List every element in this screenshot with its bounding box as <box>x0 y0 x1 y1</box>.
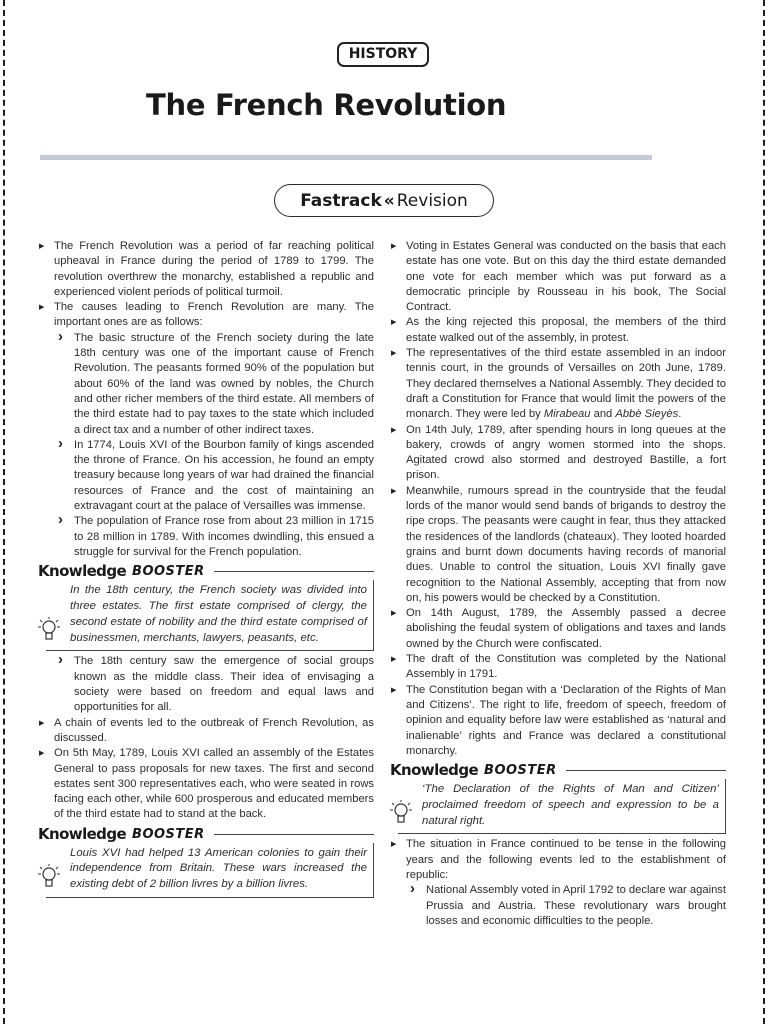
kb-text: ‘The Declaration of the Rights of Man and Citizen’ proclaimed freedom of speech and expression to be a natural right. <box>422 783 719 827</box>
kb-rule <box>214 571 374 572</box>
list-item: ▶ On 14th July, 1789, after spending hours in long queues at the bakery, crowds of angry women stormed into the shops. Agitated crowd also stormed and destroyed Bastille, a fort prison. <box>390 423 726 484</box>
kb-content-box <box>398 779 726 834</box>
sub-list-item: › The population of France rose from about 23 million in 1715 to 28 million in 1789. With incomes dwindling, this ensued a struggle for survival for the French population. <box>38 514 374 560</box>
list-item: ▶ Meanwhile, rumours spread in the countryside that the feudal lords of the manor would send bands of brigands to destroy the ripe crops. The peasants were caught in fear, thus they attacked the residences of the landlords (chateaux). They looted hoarded grains and burnt down documents having records of manorial dues. Unable to control the situation, Louis XVI finally gave recognition to the National Assembly, accepting that from now on, his powers would be checked by a Constitution. <box>390 484 726 606</box>
knowledge-booster-box <box>390 762 726 834</box>
kb-content-box <box>46 580 374 651</box>
kb-label: Knowledge <box>38 824 127 843</box>
kb-rule <box>214 834 374 835</box>
list-item: ▶ The representatives of the third estate assembled in an indoor tennis court, in the grounds of Versailles on 20th June, 1789. They declared themselves a National Assembly. They decided to draft a Constitution for France that would limit the powers of the monarch. They were led by Mirabeau and Abbè Sieyès. <box>390 346 726 422</box>
kb-text: In the 18th century, the French society was divided into three estates. The first estate comprised of clergy, the second estate of nobility and the third estate comprised of businessmen, merchants, lawyers, peasants, etc. <box>70 584 367 644</box>
name-sieyes: Abbè Sieyès <box>615 408 679 421</box>
kb-rule <box>566 770 726 771</box>
sub-list-item: › In 1774, Louis XVI of the Bourbon family of kings ascended the throne of France. On his accession, he found an empty treasury because long years of war had drained the financial resources of France and the cost of maintaining an extravagant court at the palace of Versailles was immense. <box>38 438 374 514</box>
fastrack-revision-badge <box>274 184 494 217</box>
list-item: ▶ As the king rejected this proposal, the members of the third estate walked out of the assembly, in protest. <box>390 315 726 346</box>
list-item: ▶ Voting in Estates General was conducted on the basis that each estate has one vote. But on this day the third estate demanded one vote for each member which was put forward as a democratic principle by Rousseau in his book, The Social Contract. <box>390 239 726 315</box>
lightbulb-icon <box>38 863 60 893</box>
knowledge-booster-box <box>38 826 374 898</box>
kb-content-box <box>46 843 374 898</box>
right-dashed-border <box>763 0 765 1024</box>
list-item: ▶ The situation in France continued to be tense in the following years and the following events led to the establishment of republic: <box>390 837 726 883</box>
kb-label: Knowledge <box>38 562 127 581</box>
title-rule <box>40 155 652 160</box>
sub-list-item: › The basic structure of the French society during the late 18th century was one of the important cause of French Revolution. The peasants formed 90% of the population but about 60% of the land was owned by nobles, the Church and other richer members of the third estate. All members of the third estate had to pay taxes to the state which included a direct tax and a number of other indirect taxes. <box>38 331 374 438</box>
kb-label-booster: BOOSTER <box>132 826 205 842</box>
right-column <box>390 239 726 929</box>
name-mirabeau: Mirabeau <box>543 408 591 421</box>
list-item: ▶ The draft of the Constitution was completed by the National Assembly in 1791. <box>390 652 726 683</box>
list-item-text: The representatives of the third estate assembled in an indoor tennis court, in the grounds of Versailles on 20th June, 1789. They declared themselves a National Assembly. They decided to draft a Constitution for France that would limit the powers of the monarch. They were led by <box>406 347 726 421</box>
left-column <box>38 239 374 901</box>
kb-label-booster: BOOSTER <box>132 564 205 580</box>
knowledge-booster-box <box>38 563 374 651</box>
kb-label-booster: BOOSTER <box>484 762 557 778</box>
list-item: ▶ A chain of events led to the outbreak of French Revolution, as discussed. <box>38 716 374 747</box>
left-dashed-border <box>3 0 5 1024</box>
fastrack-sub: Revision <box>396 190 468 211</box>
fastrack-mark: « <box>383 190 395 211</box>
lightbulb-icon <box>390 799 412 829</box>
page-title: The French Revolution <box>146 88 507 122</box>
list-item: ▶ On 14th August, 1789, the Assembly passed a decree abolishing the feudal system of obligations and taxes and lands owned by the Church were confiscated. <box>390 606 726 652</box>
sub-list-item: › National Assembly voted in April 1792 to declare war against Prussia and Austria. These revolutionary wars brought losses and economic difficulties to the people. <box>390 883 726 929</box>
sub-list-item: › The 18th century saw the emergence of social groups known as the middle class. Their idea of envisaging a society were based on freedom and equal laws and opportunities for all. <box>38 654 374 715</box>
list-item: ▶ On 5th May, 1789, Louis XVI called an assembly of the Estates General to pass proposals for new taxes. The first and second estates sent 300 representatives each, who were seated in rows facing each other, while 600 prosperous and educated members of the third estate had to stand at the back. <box>38 746 374 822</box>
kb-text: Louis XVI had helped 13 American colonies to gain their independence from Britain. These wars increased the existing debt of 2 billion livres by a billion livres. <box>70 846 367 891</box>
list-item: ▶ The Constitution began with a ‘Declaration of the Rights of Man and Citizens’. The right to life, freedom of speech, freedom of opinion and equality before law were established as ‘natural and inalienable’ rights and France was declared a constitutional monarchy. <box>390 683 726 759</box>
section-label: HISTORY <box>337 42 429 67</box>
fastrack-brand: Fastrack <box>300 190 382 211</box>
list-item: ▶ The French Revolution was a period of far reaching political upheaval in France during the period of 1789 to 1799. The revolution overthrew the monarchy, established a republic and experienced violent periods of political turmoil. <box>38 239 374 300</box>
lightbulb-icon <box>38 616 60 646</box>
kb-label: Knowledge <box>390 760 479 779</box>
list-item-text: and <box>593 408 613 421</box>
list-item: ▶ The causes leading to French Revolution are many. The important ones are as follows: <box>38 300 374 331</box>
